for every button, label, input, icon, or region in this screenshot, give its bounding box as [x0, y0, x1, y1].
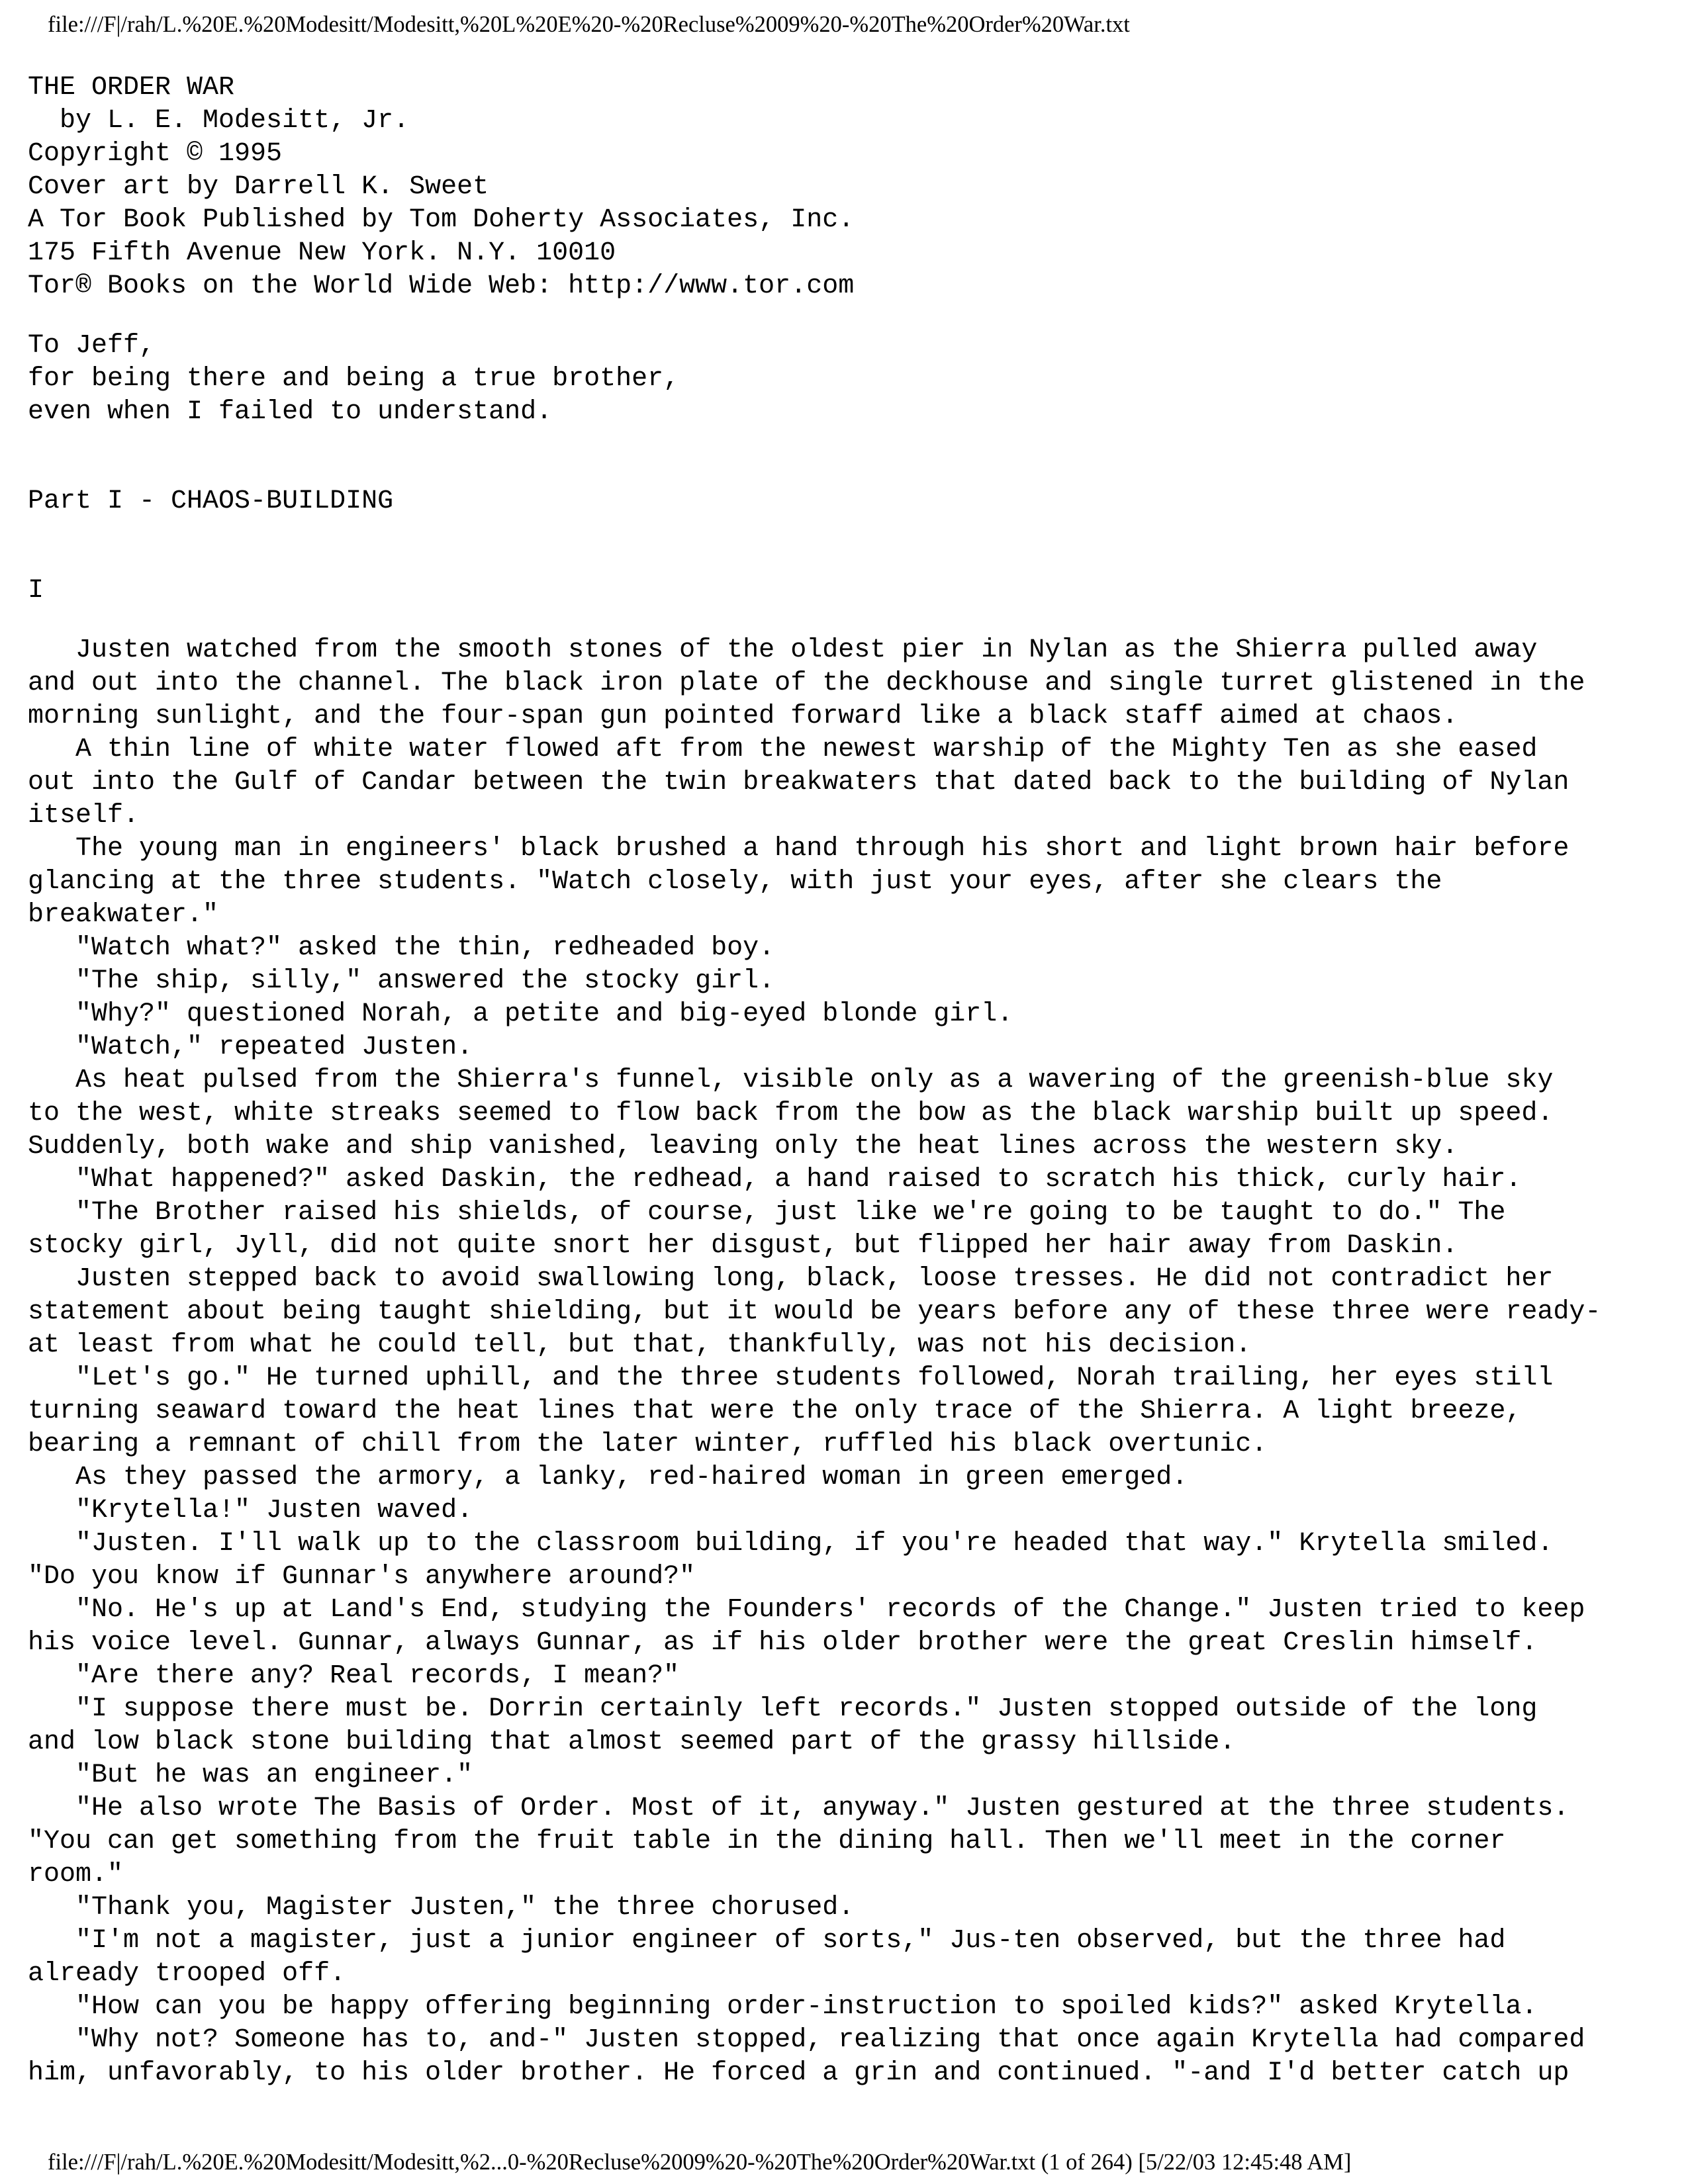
front-matter-line: Cover art by Darrell K. Sweet [28, 172, 489, 202]
page-footer: file:///F|/rah/L.%20E.%20Modesitt/Modesitt,%2...0-%20Recluse%2009%20-%20The%20Order%20War.txt (1 of 264) [5/22/03 12:45:48 AM] [48, 2150, 1352, 2175]
spacer [28, 429, 1669, 485]
text-line: at least from what he could tell, but that, thankfully, was not his decision. [28, 1330, 1252, 1360]
text-line: "Why not? Someone has to, and-" Justen stopped, realizing that once again Krytella had compared [28, 2025, 1585, 2055]
spacer [28, 608, 1669, 634]
text-line: out into the Gulf of Candar between the twin breakwaters that dated back to the building of Nylan [28, 768, 1570, 797]
text-line: As heat pulsed from the Shierra's funnel, visible only as a wavering of the greenish-blue sky [28, 1066, 1554, 1095]
text-line: to the west, white streaks seemed to flow back from the bow as the black warship built up speed. [28, 1099, 1554, 1128]
spacer [28, 303, 1669, 330]
text-line: Justen stepped back to avoid swallowing long, black, loose tresses. He did not contradict her [28, 1264, 1554, 1294]
part-title: Part I - CHAOS-BUILDING [28, 486, 394, 516]
text-line: statement about being taught shielding, but it would be years before any of these three were ready- [28, 1297, 1601, 1327]
text-line: and low black stone building that almost seemed part of the grassy hillside. [28, 1727, 1236, 1757]
text-line: bearing a remnant of chill from the later winter, ruffled his black overtunic. [28, 1430, 1268, 1459]
text-line: stocky girl, Jyll, did not quite snort her disgust, but flipped her hair away from Daskin. [28, 1231, 1458, 1261]
text-line: "How can you be happy offering beginning order-instruction to spoiled kids?" asked Krytella. [28, 1992, 1538, 2022]
text-line: "Watch what?" asked the thin, redheaded boy. [28, 933, 775, 963]
text-line: morning sunlight, and the four-span gun pointed forward like a black staff aimed at chaos. [28, 702, 1458, 731]
text-line: him, unfavorably, to his older brother. He forced a grin and continued. "-and I'd better catch up [28, 2058, 1570, 2088]
front-matter-line: 175 Fifth Avenue New York. N.Y. 10010 [28, 238, 616, 268]
text-line: his voice level. Gunnar, always Gunnar, as if his older brother were the great Creslin himself. [28, 1628, 1538, 1658]
front-matter-line: A Tor Book Published by Tom Doherty Associates, Inc. [28, 205, 855, 235]
text-line: The young man in engineers' black brushed a hand through his short and light brown hair before [28, 834, 1570, 864]
page-header-url: file:///F|/rah/L.%20E.%20Modesitt/Modesitt,%20L%20E%20-%20Recluse%2009%20-%20The%20Order%20War.txt [48, 12, 1130, 37]
text-line: breakwater." [28, 900, 219, 930]
text-line: Suddenly, both wake and ship vanished, leaving only the heat lines across the western sky. [28, 1132, 1458, 1161]
text-line: "Thank you, Magister Justen," the three chorused. [28, 1893, 855, 1923]
dedication-line: To Jeff, [28, 331, 156, 361]
text-line: room." [28, 1860, 124, 1889]
text-line: "I suppose there must be. Dorrin certainly left records." Justen stopped outside of the long [28, 1694, 1538, 1724]
text-line: "What happened?" asked Daskin, the redhead, a hand raised to scratch his thick, curly hair. [28, 1165, 1522, 1195]
text-line: "I'm not a magister, just a junior engineer of sorts," Jus-ten observed, but the three had [28, 1926, 1506, 1956]
text-line: "Why?" questioned Norah, a petite and big-eyed blonde girl. [28, 999, 1013, 1029]
dedication-line: even when I failed to understand. [28, 397, 553, 427]
text-line: "Are there any? Real records, I mean?" [28, 1661, 680, 1691]
front-matter-line: by L. E. Modesitt, Jr. [28, 106, 410, 136]
text-line: As they passed the armory, a lanky, red-haired woman in green emerged. [28, 1463, 1188, 1492]
text-line: already trooped off. [28, 1959, 346, 1989]
document-body [28, 71, 1669, 2090]
text-line: "Do you know if Gunnar's anywhere around?" [28, 1562, 696, 1592]
text-line: and out into the channel. The black iron plate of the deckhouse and single turret glistened in the [28, 668, 1585, 698]
front-matter-line: THE ORDER WAR [28, 73, 235, 103]
text-line: "But he was an engineer." [28, 1760, 473, 1790]
spacer [28, 518, 1669, 574]
front-matter [28, 71, 1669, 303]
dedication [28, 330, 1669, 429]
chapter-text [28, 634, 1669, 2090]
text-line: A thin line of white water flowed aft from the newest warship of the Mighty Ten as she eased [28, 735, 1538, 764]
text-line: "He also wrote The Basis of Order. Most of it, anyway." Justen gestured at the three students. [28, 1794, 1570, 1823]
text-line: glancing at the three students. "Watch closely, with just your eyes, after she clears the [28, 867, 1442, 897]
text-line: itself. [28, 801, 140, 831]
text-line: "The ship, silly," answered the stocky girl. [28, 966, 775, 996]
text-line: turning seaward toward the heat lines that were the only trace of the Shierra. A light breeze, [28, 1396, 1522, 1426]
dedication-line: for being there and being a true brother, [28, 364, 680, 394]
chapter-number: I [28, 576, 44, 606]
text-line: "The Brother raised his shields, of course, just like we're going to be taught to do." The [28, 1198, 1506, 1228]
front-matter-line: Tor® Books on the World Wide Web: http://www.tor.com [28, 271, 855, 301]
text-line: "You can get something from the fruit table in the dining hall. Then we'll meet in the corner [28, 1827, 1506, 1856]
text-line: "Let's go." He turned uphill, and the three students followed, Norah trailing, her eyes still [28, 1363, 1554, 1393]
front-matter-line: Copyright © 1995 [28, 139, 283, 169]
text-line: "Krytella!" Justen waved. [28, 1496, 473, 1525]
text-line: "No. He's up at Land's End, studying the Founders' records of the Change." Justen tried to keep [28, 1595, 1585, 1625]
text-line: "Watch," repeated Justen. [28, 1032, 473, 1062]
text-line: "Justen. I'll walk up to the classroom building, if you're headed that way." Krytella smiled. [28, 1529, 1554, 1559]
text-line: Justen watched from the smooth stones of the oldest pier in Nylan as the Shierra pulled away [28, 635, 1538, 665]
